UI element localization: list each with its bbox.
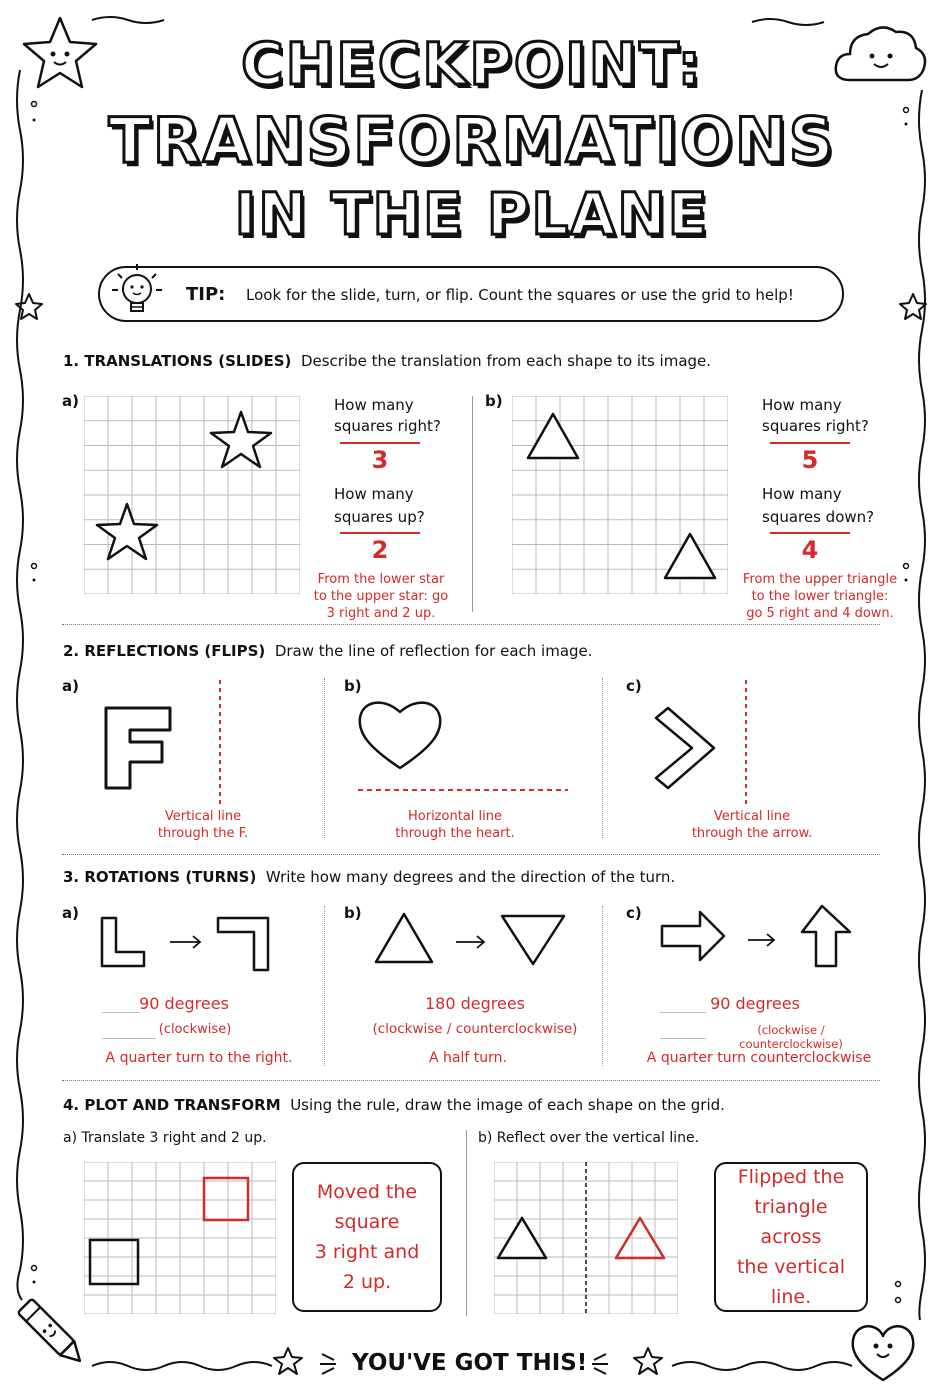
section3-c-degrees[interactable]: 90 degrees [710, 994, 800, 1013]
note-line: to the upper star: go [313, 589, 449, 604]
section2-heading: 2. REFLECTIONS (FLIPS) [63, 642, 266, 660]
heart-icon [846, 1318, 920, 1384]
l-shape-original [102, 918, 144, 966]
pencil-icon [16, 1290, 90, 1378]
section1-a-answer1[interactable]: 3 [371, 446, 389, 474]
section3-heading: 3. ROTATIONS (TURNS) [63, 868, 257, 886]
section3-b-note: A half turn. [429, 1050, 507, 1066]
section3-instruction: Write how many degrees and the direction of the turn. [265, 868, 676, 886]
answer-line [102, 1038, 156, 1039]
section3-a-letter: a) [62, 904, 79, 922]
section1-heading: 1. TRANSLATIONS (SLIDES) [63, 352, 292, 370]
section2-b-note [370, 808, 540, 842]
divider [466, 1130, 467, 1316]
section4-a-answer-box [292, 1162, 442, 1312]
section2-b-letter: b) [344, 677, 362, 695]
section4-heading: 4. PLOT AND TRANSFORM [63, 1096, 281, 1114]
heart-shape [360, 703, 440, 768]
reflection-figure-c [648, 678, 758, 808]
arrow-shape-rotated [802, 906, 850, 966]
divider [602, 906, 603, 1066]
section1-b-answer2[interactable]: 4 [801, 536, 819, 564]
star-icon [898, 292, 928, 322]
answer-line-text: triangle across [754, 1196, 828, 1248]
section1-b-q1-line1: How many [762, 396, 842, 414]
note-line: 3 right and 2 up. [326, 606, 436, 621]
section3-a-note: A quarter turn to the right. [105, 1050, 293, 1066]
reflection-figure-b [352, 690, 572, 800]
answer-line-text: Moved the [316, 1181, 418, 1203]
reflection-figure-a [96, 678, 236, 808]
divider [472, 396, 473, 612]
section-divider [62, 854, 880, 855]
section2-instruction: Draw the line of reflection for each image. [274, 642, 593, 660]
section2-c-letter: c) [626, 677, 642, 695]
section1-instruction: Describe the translation from each shape to its image. [300, 352, 712, 370]
answer-line-text: 2 up. [342, 1271, 392, 1293]
triangle-original [376, 914, 432, 962]
section1-a-answer2[interactable]: 2 [371, 536, 389, 564]
section3-b-letter: b) [344, 904, 362, 922]
section3-c-direction[interactable]: (clockwise / counterclockwise) [739, 1023, 843, 1051]
note-line: to the lower triangle: [751, 589, 889, 604]
divider [602, 678, 603, 838]
rotation-figure-a [96, 910, 276, 974]
section2-c-note [676, 808, 828, 842]
answer-line-text: the vertical [736, 1256, 846, 1278]
translation-grid-a [84, 396, 300, 594]
arrow-connector [748, 934, 774, 946]
arrow-shape-original [662, 912, 724, 960]
answer-line-text: square [334, 1211, 400, 1233]
star-icon [14, 292, 44, 322]
footer-message: YOU'VE GOT THIS! [352, 1350, 588, 1376]
note-line: through the arrow. [691, 826, 813, 841]
tip-label: TIP: [186, 284, 226, 305]
answer-line [770, 442, 850, 444]
answer-line [340, 532, 420, 534]
note-line: Horizontal line [408, 809, 502, 824]
l-shape-rotated [218, 918, 268, 970]
section4-instruction: Using the rule, draw the image of each shape on the grid. [290, 1096, 725, 1114]
divider [324, 906, 325, 1066]
title-line-2: TRANSFORMATIONS [108, 104, 836, 177]
section1-b-q1-line2: squares right? [762, 417, 869, 435]
section3-a-direction[interactable]: (clockwise) [158, 1022, 232, 1037]
note-line: Vertical line [713, 809, 791, 824]
translation-grid-b [512, 396, 728, 594]
title-line-3: IN THE PLANE [234, 180, 710, 248]
arrow-connector [456, 936, 484, 948]
star-icon [588, 1342, 672, 1382]
section3-b-direction[interactable]: (clockwise / counterclockwise) [372, 1021, 578, 1037]
answer-line [770, 532, 850, 534]
section3-c-note: A quarter turn counterclockwise [646, 1050, 872, 1066]
note-line: go 5 right and 4 down. [746, 606, 894, 621]
star-shape-lower [97, 504, 157, 559]
answer-line [660, 1038, 706, 1039]
section3-heading-row [63, 868, 675, 886]
triangle-shape-lower [665, 534, 715, 578]
section4-b-answer-box [714, 1162, 868, 1312]
section1-a-q1-line2: squares right? [334, 417, 441, 435]
note-line: Vertical line [164, 809, 242, 824]
section-divider [62, 624, 880, 625]
rotation-figure-c [656, 900, 856, 972]
section-divider [62, 1080, 880, 1081]
section3-b-degrees[interactable]: 180 degrees [424, 994, 526, 1013]
tip-text: Look for the slide, turn, or flip. Count the squares or use the grid to help! [246, 286, 794, 304]
section4-a-label: a) Translate 3 right and 2 up. [63, 1130, 267, 1146]
answer-line [340, 442, 420, 444]
answer-line-text: 3 right and [314, 1241, 420, 1263]
section1-b-q2-line1: How many [762, 485, 842, 503]
section2-a-note [128, 808, 278, 842]
section1-a-q1-line1: How many [334, 396, 414, 414]
section1-heading-row [63, 352, 711, 370]
chevron-arrow-shape [656, 708, 714, 788]
divider [324, 678, 325, 838]
title-line-1: CHECKPOINT: [241, 30, 703, 98]
section4-heading-row [63, 1096, 725, 1114]
note-line: From the upper triangle [742, 572, 898, 587]
rotation-figure-b [370, 908, 570, 968]
answer-line-text: Flipped the [737, 1166, 845, 1188]
plot-grid-b [494, 1162, 678, 1314]
note-line: through the heart. [395, 826, 515, 841]
section1-b-q2-line2: squares down? [762, 508, 875, 526]
section1-b-answer1[interactable]: 5 [801, 446, 819, 474]
lightbulb-icon [110, 262, 164, 324]
section2-heading-row [63, 642, 593, 660]
square-original [90, 1240, 138, 1284]
note-line: through the F. [157, 826, 249, 841]
section2-a-letter: a) [62, 677, 79, 695]
section4-b-label: b) Reflect over the vertical line. [478, 1130, 700, 1146]
section1-b-note [738, 571, 902, 622]
square-image [204, 1178, 248, 1220]
triangle-rotated [502, 916, 564, 964]
plot-grid-a [84, 1162, 276, 1314]
section1-b-letter: b) [485, 392, 503, 410]
arrow-connector [170, 936, 200, 948]
letter-f-shape [106, 708, 170, 788]
section3-c-letter: c) [626, 904, 642, 922]
section3-a-degrees[interactable]: 90 degrees [139, 994, 229, 1013]
section1-a-letter: a) [62, 392, 79, 410]
star-icon [270, 1342, 350, 1382]
note-line: From the lower star [317, 572, 445, 587]
section1-a-note [300, 571, 462, 622]
section1-a-q2-line1: How many [334, 485, 414, 503]
section1-a-q2-line2: squares up? [334, 508, 425, 526]
answer-line-text: line. [770, 1286, 812, 1308]
